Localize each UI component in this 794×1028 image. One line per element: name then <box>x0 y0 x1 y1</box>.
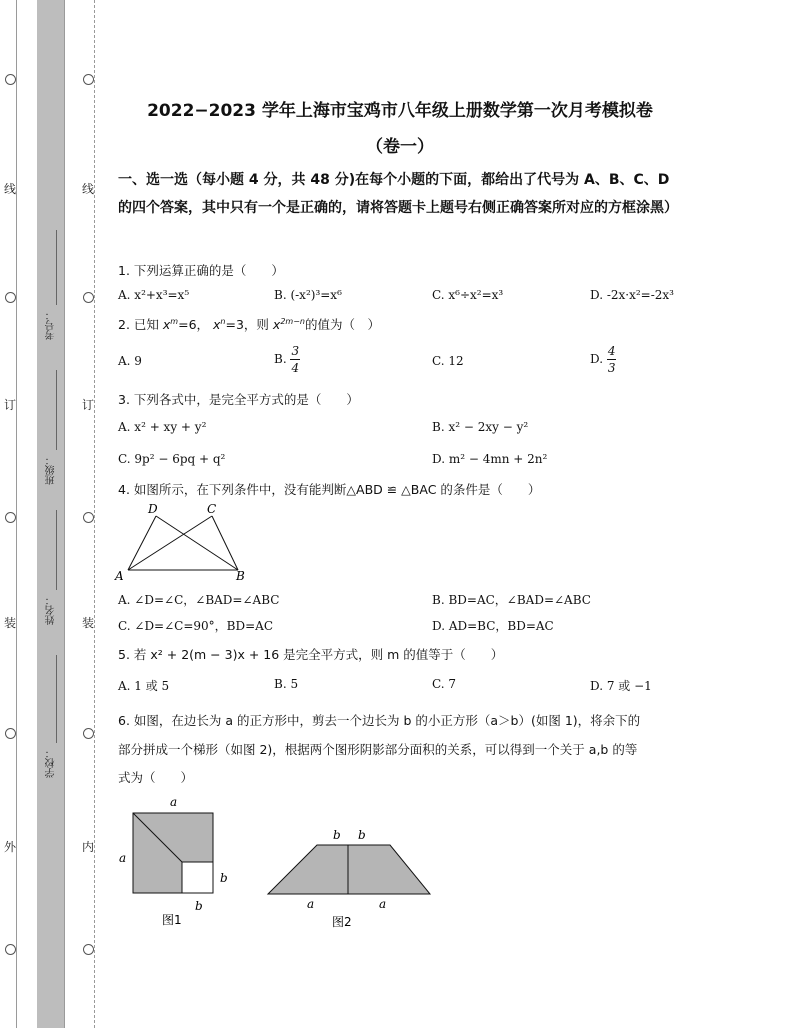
question-2-option-b-label: B. <box>274 352 287 366</box>
question-6-line-2: 部分拼成一个梯形（如图 2)，根据两个图形阴影部分面积的关系，可以得到一个关于 a,b 的等 <box>118 742 638 757</box>
question-4-option-a: A. ∠D=∠C，∠BAD=∠ABC <box>118 593 280 607</box>
page-subtitle: （卷一） <box>366 137 434 157</box>
section-heading: 一、选一选（每小题 4 分，共 48 分)在每个小题的下面，都给出了代号为 A、B、C、D 的四个答案，其中只有一个是正确的，请将答题卡上题号右侧正确答案所对应的方框涂黑） <box>118 172 678 216</box>
page-title: 2022−2023 学年上海市宝鸡市八年级上册数学第一次月考模拟卷 <box>147 101 653 121</box>
exam-number-label: 考号： <box>46 310 57 340</box>
question-1-option-d: D. -2x·x²=-2x³ <box>590 288 674 302</box>
question-2-option-d <box>590 343 616 376</box>
question-5-option-a: A. 1 或 5 <box>118 679 170 693</box>
hole-circle <box>83 74 94 85</box>
question-3-option-c: C. 9p² − 6pq + q² <box>118 452 226 466</box>
margin-char: 装 <box>82 616 95 630</box>
figure-caption: 图2 <box>332 915 352 929</box>
side-label: b <box>195 899 203 913</box>
exam-number-line <box>56 230 57 305</box>
question-2-stem-pre: 2. 已知 <box>118 317 159 332</box>
name-label: 姓名： <box>46 595 57 625</box>
point-label: D <box>148 502 158 516</box>
class-line <box>56 370 57 450</box>
question-2-stem-post: 的值为（ ） <box>304 317 380 332</box>
question-2-stem-mid: =6， <box>178 317 210 332</box>
point-label: B <box>236 569 245 583</box>
fraction <box>290 343 300 376</box>
question-2-option-b <box>274 343 300 376</box>
side-label: b <box>358 828 366 842</box>
question-3-stem: 3. 下列各式中，是完全平方式的是（ ） <box>118 392 359 407</box>
point-label: A <box>115 569 124 583</box>
margin-dash-right <box>94 0 95 1028</box>
hole-circle <box>5 292 16 303</box>
school-label: 学校： <box>46 748 57 778</box>
question-3-option-d: D. m² − 4mn + 2n² <box>432 452 548 466</box>
fraction-numerator: 4 <box>607 344 616 358</box>
fraction-denominator: 4 <box>291 361 300 375</box>
question-2-expr: $x^{2m-n}$ <box>272 316 305 332</box>
question-2-option-c: C. 12 <box>432 354 464 368</box>
point-label: C <box>207 502 217 516</box>
hole-circle <box>5 74 16 85</box>
question-2-stem <box>118 315 380 333</box>
question-5-option-d: D. 7 或 −1 <box>590 679 652 693</box>
question-2-option-d-label: D. <box>590 352 604 366</box>
question-4-stem: 4. 如图所示，在下列条件中，没有能判断△ABD ≌ △BAC 的条件是（ ） <box>118 482 541 497</box>
question-1-option-a: A. x²+x³=x⁵ <box>118 288 190 302</box>
question-5-stem: 5. 若 x² + 2(m − 3)x + 16 是完全平方式，则 m 的值等于（ ） <box>118 647 504 662</box>
question-2-option-a: A. 9 <box>118 354 142 368</box>
question-2-expr: $x^m$ <box>162 316 179 332</box>
fraction-denominator: 3 <box>607 361 616 375</box>
question-3-option-b: B. x² − 2xy − y² <box>432 420 529 434</box>
question-6-line-1: 6. 如图，在边长为 a 的正方形中，剪去一个边长为 b 的小正方形（a＞b）(如图 1)，将余下的 <box>118 713 641 728</box>
class-label: 班级： <box>46 455 57 485</box>
fraction-numerator: 3 <box>291 344 300 358</box>
margin-char: 订 <box>82 398 95 412</box>
side-label: a <box>379 897 387 911</box>
name-line <box>56 510 57 590</box>
margin-line-inner <box>64 0 65 1028</box>
side-label: b <box>333 828 341 842</box>
question-1-option-c: C. x⁶÷x²=x³ <box>432 288 504 302</box>
question-2-expr: $x^n$ <box>213 316 226 332</box>
question-4-option-d: D. AD=BC，BD=AC <box>432 619 554 633</box>
school-line <box>56 655 57 743</box>
side-label: a <box>119 851 127 865</box>
fraction <box>607 343 617 376</box>
question-6-figure-1 <box>112 792 242 932</box>
hole-circle <box>5 944 16 955</box>
hole-circle <box>5 512 16 523</box>
hole-circle <box>83 292 94 303</box>
question-6-line-3: 式为（ ） <box>118 770 194 785</box>
margin-char: 装 <box>4 616 17 630</box>
side-label: b <box>220 871 228 885</box>
question-2-stem-mid2: =3，则 <box>225 317 269 332</box>
question-4-triangle-figure <box>112 500 262 585</box>
margin-char: 线 <box>82 182 95 196</box>
margin-char: 外 <box>4 840 17 854</box>
question-4-option-b: B. BD=AC，∠BAD=∠ABC <box>432 593 591 607</box>
question-4-option-c: C. ∠D=∠C=90°，BD=AC <box>118 619 274 633</box>
question-5-option-b: B. 5 <box>274 677 299 691</box>
question-1-stem: 1. 下列运算正确的是（ ） <box>118 263 284 278</box>
margin-char: 订 <box>4 398 17 412</box>
hole-circle <box>83 728 94 739</box>
margin-char: 内 <box>82 840 95 854</box>
figure-caption: 图1 <box>162 913 182 927</box>
margin-line-left <box>16 0 17 1028</box>
side-label: a <box>170 795 178 809</box>
question-3-option-a: A. x² + xy + y² <box>118 420 207 434</box>
hole-circle <box>83 944 94 955</box>
binding-strip <box>37 0 64 1028</box>
question-1-option-b: B. (-x²)³=x⁶ <box>274 288 342 302</box>
margin-char: 线 <box>4 182 17 196</box>
question-5-option-c: C. 7 <box>432 677 457 691</box>
hole-circle <box>5 728 16 739</box>
side-label: a <box>307 897 315 911</box>
hole-circle <box>83 512 94 523</box>
question-6-figure-2 <box>260 820 440 932</box>
